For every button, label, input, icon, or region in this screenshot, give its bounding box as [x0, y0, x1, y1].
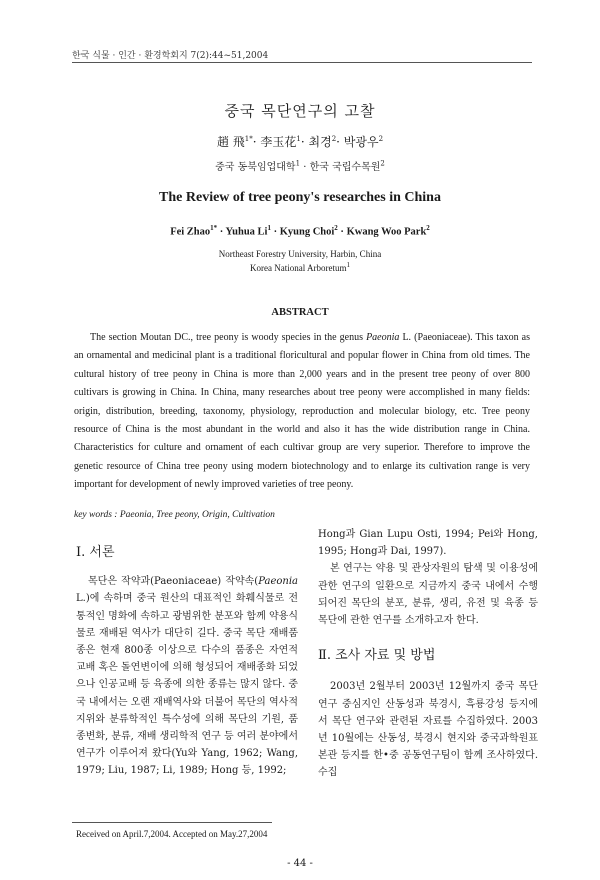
page-number: - 44 -	[287, 858, 313, 869]
affil-ko-1: 중국 동북임업대학	[215, 162, 296, 173]
author-3-en-sup: 2	[334, 224, 338, 232]
author-sep-3: ·	[336, 135, 344, 149]
affil-en-line2: Korea National Arboretum	[250, 263, 347, 273]
author-3-ko-sup: 2	[331, 135, 337, 143]
authors-english	[60, 224, 540, 238]
column-right	[318, 526, 538, 782]
section-1-heading: Ⅰ. 서론	[76, 545, 115, 560]
affil-ko-2-sup: 2	[380, 159, 385, 168]
author-3-ko: 최경	[308, 135, 332, 149]
affil-ko-2: · 한국 국립수목원	[300, 162, 381, 173]
abstract-part-1: The section Moutan DC., tree peony is woody species in the genus	[90, 332, 367, 343]
author-2-en: Yuhua Li	[225, 226, 268, 238]
affil-en-line2-sup: 1	[346, 261, 350, 269]
section-2-heading: Ⅱ. 조사 자료 및 방법	[318, 648, 436, 664]
right-col-paragraph-2: 본 연구는 약용 및 관상자원의 탐색 및 이용성에 관한 연구의 일환으로 지금까지 중국 내에서 수행되어진 목단의 분포, 분류, 생리, 유전 및 육종 등 목단에 관한 연구를 소개하고자 한다.	[318, 563, 538, 627]
title-korean: 중국 목단연구의 고찰	[224, 102, 376, 120]
column-left	[76, 526, 298, 780]
affiliation-english	[60, 249, 540, 274]
abstract-body	[74, 329, 530, 495]
section-1-paragraph	[76, 573, 298, 779]
author-2-ko: 李玉花	[260, 135, 297, 149]
affil-en-line2-wrap	[60, 260, 540, 274]
abstract-part-2: L. (Paeoniaceae). This taxon as an ornamental and medicinal plant is a traditional floricultural and popular flower in China from old times. The cultural history of tree peony in China is more than 2,000 years and in the present tree peony of over 800 cultivars is growing in China. In China, many researches about tree peony were accomplished in many fields: origin, distribution, breeding, taxonomy, physiology, reproduction and molecular biology, etc. Tree peony resource of China is the most abundant in the world and also it has the wide distribution range in China. Characteristics for culture and ornament of each cultivar group are very superior. Therefore to improve the genetic resource of China tree peony using modern biotechnology and to enlarge its cultivation range is very important for development of newly improved varieties of tree peony.	[74, 332, 530, 491]
author-4-ko-sup: 2	[378, 135, 384, 143]
author-sep-1: ·	[252, 135, 261, 149]
abstract-genus: Paeonia	[366, 332, 400, 343]
author-3-en: Kyung Choi	[279, 226, 335, 238]
author-1-en-sup: 1*	[210, 224, 218, 232]
sec1-genus: Paeonia	[258, 576, 298, 588]
author-en-sep-3: ·	[337, 226, 347, 238]
keywords: key words : Paeonia, Tree peony, Origin, Cultivation	[74, 510, 275, 520]
author-4-ko: 박광우	[343, 135, 379, 149]
title-english: The Review of tree peony's researches in China	[159, 190, 441, 205]
affil-en-line1: Northeast Forestry University, Harbin, China	[218, 249, 382, 259]
footnote-divider	[72, 822, 272, 823]
author-sep-2: ·	[300, 135, 309, 149]
author-1-ko-sup: 1*	[244, 135, 253, 143]
affiliation-korean	[60, 158, 540, 173]
author-1-en: Fei Zhao	[170, 226, 211, 238]
sec1-part-b: L.)에 속하며 중국 원산의 대표적인 화훼식물로 전통적인 명화에 속하고 광범위한 분포와 함께 약용식물로 재배된 역사가 대단히 길다. 중국 목단 재배품종은 현재 800종 이상으로 다수의 품종은 자연적 교배 혹은 돌연변이에 의해 형성되어 재배종화 되었으나 인공교배 등 육종에 의한 종류는 많지 않다. 중국 내에서는 오랜 재배역사와 더불어 목단의 역사적 지위와 분류학적인 특수성에 의해 목단의 기원, 품종변화, 분류, 재배 생리학적 연구 등 여러 분야에서 연구가 이루어져 왔다(Yu와 Yang, 1962; Wang, 1979; Liu, 1987; Li, 1989; Hong 등, 1992;	[76, 593, 298, 777]
author-4-en-sup: 2	[426, 224, 430, 232]
author-en-sep-1: ·	[217, 226, 226, 238]
author-2-en-sup: 1	[267, 224, 271, 232]
journal-header: 한국 식물 · 인간 · 환경학회지 7(2):44~51,2004	[72, 51, 269, 61]
author-1-ko: 趙 飛	[216, 135, 245, 149]
header-divider	[72, 62, 532, 63]
author-2-ko-sup: 1	[296, 135, 301, 143]
sec1-part-a: 목단은 작약과(Paeoniaceae) 작약속(	[88, 576, 259, 588]
abstract-heading: ABSTRACT	[271, 307, 329, 318]
section-2-paragraph: 2003년 2월부터 2003년 12월까지 중국 목단연구 중심지인 산동성과 북경시, 흑룡강성 등지에서 목단 연구와 관련된 자료를 수집하였다. 2003년 10월에는 산동성, 북경시 현지와 중국과학원표본관 등지를 한•중 공동연구팀이 함께 조사하였다. 수집	[318, 681, 538, 779]
affil-ko-1-sup: 1	[295, 159, 301, 168]
authors-korean	[60, 133, 540, 150]
author-4-en: Kwang Woo Park	[346, 226, 427, 238]
author-en-sep-2: ·	[270, 226, 280, 238]
received-footnote: Received on April.7,2004. Accepted on May.27,2004	[76, 829, 268, 839]
right-col-continuation: Hong과 Gian Lupu Osti, 1994; Pei와 Hong, 1995; Hong과 Dai, 1997).	[318, 529, 538, 558]
